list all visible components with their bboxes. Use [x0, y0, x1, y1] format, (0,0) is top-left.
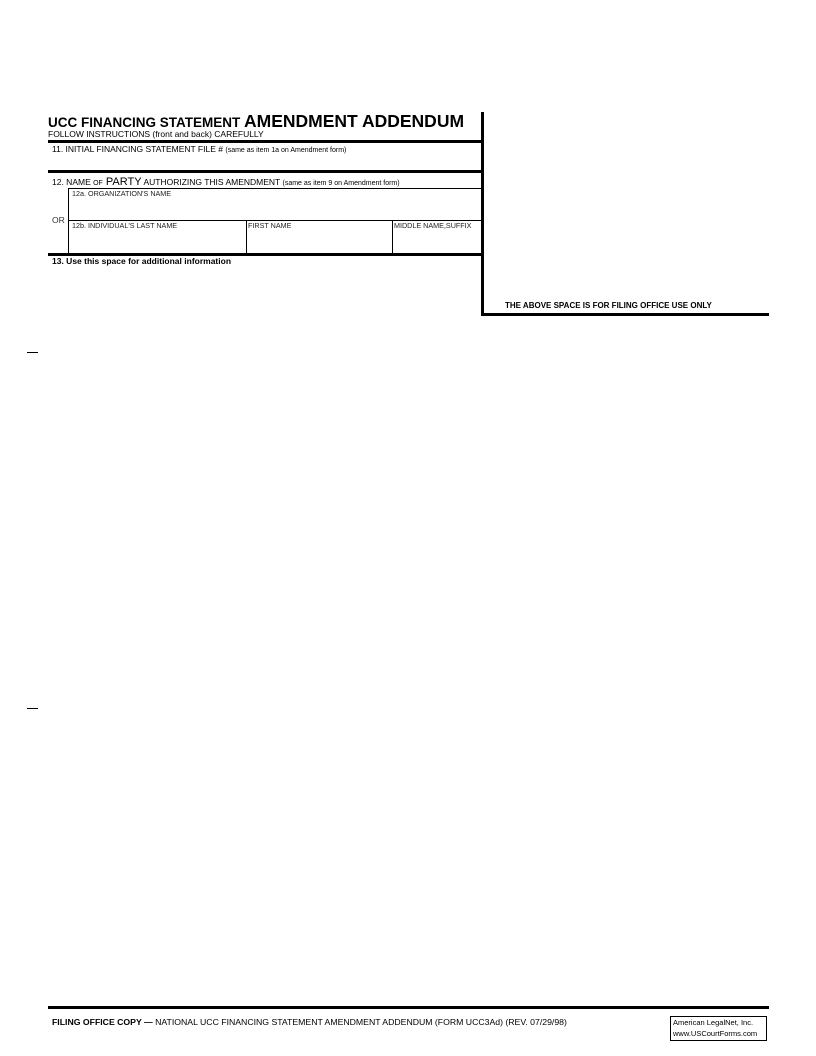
publisher-box: [670, 1016, 767, 1041]
last-name-field[interactable]: [70, 231, 244, 252]
or-label: OR: [52, 215, 65, 225]
publisher-url: www.USCourtForms.com: [673, 1029, 758, 1038]
first-name-field[interactable]: [248, 231, 390, 252]
vertical-divider: [481, 112, 484, 316]
footer-text: FILING OFFICE COPY — NATIONAL UCC FINANCING STATEMENT AMENDMENT ADDENDUM (FORM UCC3Ad) (REV. 07/29/98): [52, 1017, 567, 1027]
item13-label: 13. Use this space for additional information: [52, 256, 232, 266]
divider: [482, 313, 769, 316]
middle-name-field[interactable]: [394, 231, 480, 252]
divider: [246, 220, 247, 254]
item12-label: 12. NAME OF PARTY AUTHORIZING THIS AMENDMENT (same as item 9 on Amendment form): [52, 176, 400, 188]
divider: [392, 220, 393, 254]
divider: [48, 170, 482, 173]
org-name-field[interactable]: [70, 199, 480, 219]
org-name-label: 12a. ORGANIZATION'S NAME: [72, 189, 172, 198]
title-part2: AMENDMENT ADDENDUM: [244, 111, 465, 131]
item11-label: 11. INITIAL FINANCING STATEMENT FILE # (same as item 1a on Amendment form): [52, 144, 347, 154]
footer-divider: [48, 1006, 769, 1009]
middle-name-label: MIDDLE NAME,SUFFIX: [394, 221, 472, 230]
fold-mark: [27, 708, 38, 709]
first-name-label: FIRST NAME: [248, 221, 292, 230]
filing-office-note: THE ABOVE SPACE IS FOR FILING OFFICE USE ONLY: [505, 301, 712, 310]
instructions-text: FOLLOW INSTRUCTIONS (front and back) CAREFULLY: [48, 129, 264, 139]
last-name-label: 12b. INDIVIDUAL'S LAST NAME: [72, 221, 178, 230]
publisher-name: American LegalNet, Inc.: [673, 1018, 754, 1027]
title-part1: UCC FINANCING STATEMENT: [48, 115, 244, 130]
fold-mark: [27, 352, 38, 353]
divider: [48, 140, 482, 143]
additional-info-field[interactable]: [50, 268, 480, 998]
divider: [68, 188, 69, 254]
initial-file-number-field[interactable]: [50, 155, 480, 170]
